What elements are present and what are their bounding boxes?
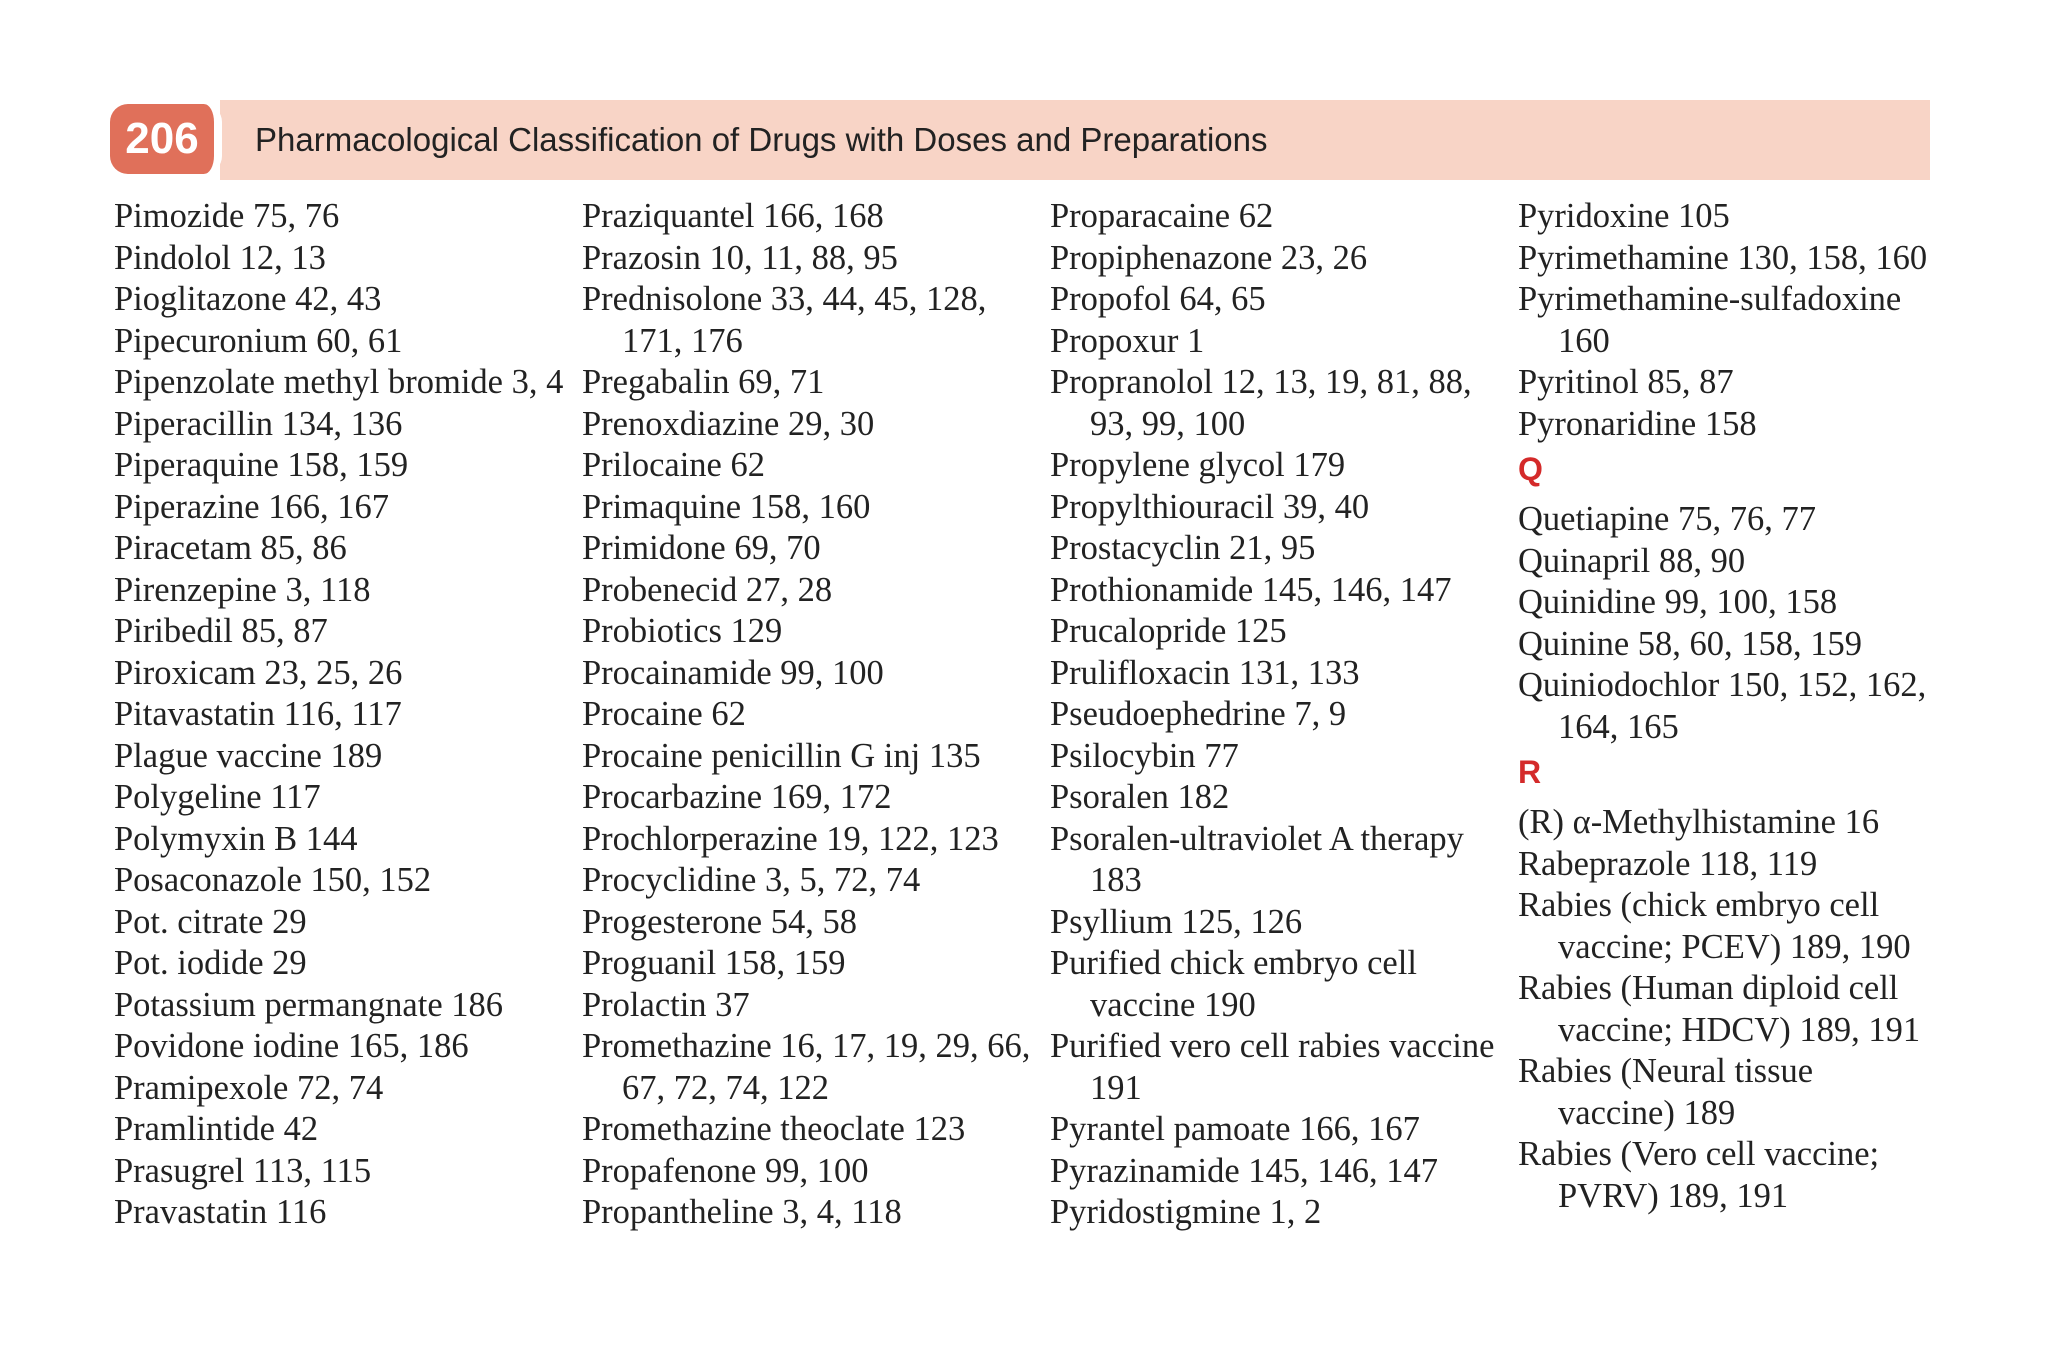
index-entry: Probenecid 27, 28 bbox=[582, 570, 833, 609]
index-entry: Pseudoephedrine 7, 9 bbox=[1050, 695, 1347, 733]
index-column-4 bbox=[1518, 196, 1938, 1217]
page-header bbox=[110, 100, 1930, 180]
index-entry: Procaine penicillin G inj 135 bbox=[582, 736, 981, 775]
index-entry: Pyridoxine 105 bbox=[1518, 197, 1730, 235]
index-entry: Pipecuronium 60, 61 bbox=[114, 321, 403, 360]
index-entry: Psoralen-ultraviolet A therapy 183 bbox=[1050, 819, 1464, 899]
index-entry: Pot. citrate 29 bbox=[114, 902, 307, 941]
index-entry: Proparacaine 62 bbox=[1050, 197, 1274, 235]
index-column-2 bbox=[582, 196, 1042, 1234]
index-entry: Pyronaridine 158 bbox=[1518, 404, 1757, 443]
page-number-badge: 206 bbox=[110, 104, 222, 174]
index-column-1 bbox=[114, 196, 574, 1234]
index-entry: Rabies (Human diploid cell vaccine; HDCV) 189, 191 bbox=[1518, 969, 1921, 1049]
index-entry: Purified chick embryo cell vaccine 190 bbox=[1050, 944, 1417, 1024]
index-entry: Plague vaccine 189 bbox=[114, 736, 383, 775]
index-entry: Propafenone 99, 100 bbox=[582, 1151, 869, 1190]
index-entry: Pyrimethamine-sulfadoxine 160 bbox=[1518, 280, 1902, 360]
index-entry: Rabeprazole 118, 119 bbox=[1518, 844, 1818, 883]
index-entry: Procarbazine 169, 172 bbox=[582, 778, 892, 816]
index-entry: Probiotics 129 bbox=[582, 612, 783, 650]
index-entry: Piperazine 166, 167 bbox=[114, 487, 389, 526]
index-entry: Propofol 64, 65 bbox=[1050, 280, 1266, 318]
index-entry: Prazosin 10, 11, 88, 95 bbox=[582, 238, 898, 277]
index-entry: Pyritinol 85, 87 bbox=[1518, 363, 1734, 401]
index-entry: Pyrantel pamoate 166, 167 bbox=[1050, 1110, 1420, 1148]
index-entry: Quinidine 99, 100, 158 bbox=[1518, 583, 1838, 621]
index-entry: Povidone iodine 165, 186 bbox=[114, 1027, 469, 1065]
section-letter: Q bbox=[1518, 451, 1543, 487]
index-entry: Primidone 69, 70 bbox=[582, 529, 821, 567]
index-entry: Prenoxdiazine 29, 30 bbox=[582, 404, 875, 443]
index-entry: Prothionamide 145, 146, 147 bbox=[1050, 570, 1452, 609]
index-entry: Polygeline 117 bbox=[114, 778, 321, 816]
index-entry: Piribedil 85, 87 bbox=[114, 612, 328, 650]
index-entry: Quinine 58, 60, 158, 159 bbox=[1518, 624, 1863, 663]
index-entry: Prasugrel 113, 115 bbox=[114, 1151, 372, 1190]
index-entry: Prostacyclin 21, 95 bbox=[1050, 529, 1316, 567]
index-entry: Rabies (chick embryo cell vaccine; PCEV) 189, 190 bbox=[1518, 886, 1911, 966]
index-entry: Promethazine theoclate 123 bbox=[582, 1110, 966, 1148]
index-column-3 bbox=[1050, 196, 1510, 1234]
index-entry: Posaconazole 150, 152 bbox=[114, 861, 432, 899]
index-entry: Propylene glycol 179 bbox=[1050, 446, 1346, 484]
index-entry: Propoxur 1 bbox=[1050, 321, 1205, 360]
index-entry: Propranolol 12, 13, 19, 81, 88, 93, 99, 100 bbox=[1050, 363, 1472, 443]
index-entry: Psyllium 125, 126 bbox=[1050, 902, 1303, 941]
index-entry: Prochlorperazine 19, 122, 123 bbox=[582, 819, 999, 858]
index-entry: Pipenzolate methyl bromide 3, 4 bbox=[114, 363, 564, 401]
index-entry: Pyridostigmine 1, 2 bbox=[1050, 1193, 1322, 1231]
index-entry: Propantheline 3, 4, 118 bbox=[582, 1193, 902, 1231]
index-entry: Piperacillin 134, 136 bbox=[114, 404, 403, 443]
index-entry: Quetiapine 75, 76, 77 bbox=[1518, 500, 1816, 538]
index-entry: Quiniodochlor 150, 152, 162, 164, 165 bbox=[1518, 666, 1927, 746]
index-entry: Psoralen 182 bbox=[1050, 778, 1230, 816]
index-entry: Piracetam 85, 86 bbox=[114, 529, 347, 567]
index-entry: Pot. iodide 29 bbox=[114, 944, 307, 982]
index-entry: Propiphenazone 23, 26 bbox=[1050, 238, 1368, 277]
index-entry: Pitavastatin 116, 117 bbox=[114, 695, 402, 733]
index-entry: Polymyxin B 144 bbox=[114, 819, 358, 858]
index-entry: Pirenzepine 3, 118 bbox=[114, 570, 371, 609]
index-entry: Rabies (Vero cell vaccine; PVRV) 189, 191 bbox=[1518, 1135, 1880, 1215]
index-entry: Pimozide 75, 76 bbox=[114, 197, 340, 235]
index-entry: Praziquantel 166, 168 bbox=[582, 197, 884, 235]
index-entry: (R) α-Methylhistamine 16 bbox=[1518, 803, 1880, 841]
index-entry: Proguanil 158, 159 bbox=[582, 944, 846, 982]
section-letter: R bbox=[1518, 754, 1542, 790]
index-entry: Piperaquine 158, 159 bbox=[114, 446, 409, 484]
index-entry: Procainamide 99, 100 bbox=[582, 653, 884, 692]
index-entry: Rabies (Neural tissue vaccine) 189 bbox=[1518, 1052, 1814, 1132]
index-entry: Prulifloxacin 131, 133 bbox=[1050, 653, 1360, 692]
index-entry: Pyrimethamine 130, 158, 160 bbox=[1518, 238, 1928, 277]
index-entry: Progesterone 54, 58 bbox=[582, 902, 857, 941]
index-entry: Promethazine 16, 17, 19, 29, 66, 67, 72, 74, 122 bbox=[582, 1027, 1031, 1107]
index-entry: Piroxicam 23, 25, 26 bbox=[114, 653, 403, 692]
index-entry: Quinapril 88, 90 bbox=[1518, 541, 1746, 580]
index-entry: Pramipexole 72, 74 bbox=[114, 1068, 384, 1107]
index-entry: Pioglitazone 42, 43 bbox=[114, 280, 382, 318]
index-entry: Prolactin 37 bbox=[582, 985, 750, 1024]
index-entry: Purified vero cell rabies vaccine 191 bbox=[1050, 1027, 1495, 1107]
index-entry: Pravastatin 116 bbox=[114, 1193, 327, 1231]
index-entry: Prednisolone 33, 44, 45, 128, 171, 176 bbox=[582, 280, 987, 360]
index-entry: Pindolol 12, 13 bbox=[114, 238, 326, 277]
index-entry: Prucalopride 125 bbox=[1050, 612, 1287, 650]
index-entry: Psilocybin 77 bbox=[1050, 736, 1239, 775]
index-entry: Pyrazinamide 145, 146, 147 bbox=[1050, 1151, 1439, 1190]
index-entry: Procaine 62 bbox=[582, 695, 746, 733]
running-title: Pharmacological Classification of Drugs with Doses and Preparations bbox=[255, 121, 1268, 158]
index-entry: Pregabalin 69, 71 bbox=[582, 363, 825, 401]
index-entry: Procyclidine 3, 5, 72, 74 bbox=[582, 861, 921, 899]
index-entry: Primaquine 158, 160 bbox=[582, 487, 871, 526]
index-entry: Potassium permangnate 186 bbox=[114, 985, 504, 1024]
index-entry: Prilocaine 62 bbox=[582, 446, 765, 484]
index-entry: Propylthiouracil 39, 40 bbox=[1050, 487, 1370, 526]
index-entry: Pramlintide 42 bbox=[114, 1110, 319, 1148]
